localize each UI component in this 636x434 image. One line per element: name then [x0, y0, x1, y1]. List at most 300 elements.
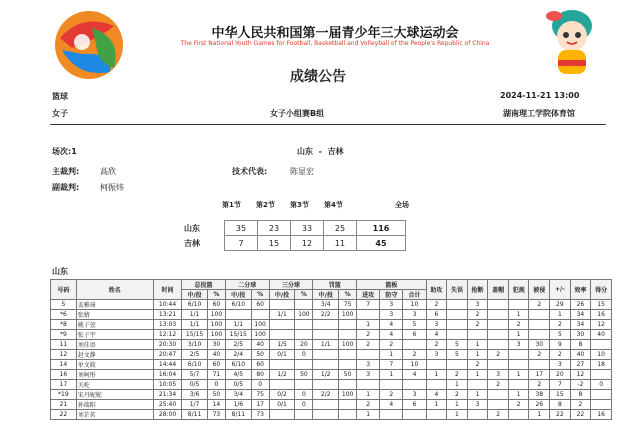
stat-cell: 2 — [447, 390, 468, 400]
stat-cell: 1/2 — [313, 370, 339, 380]
stat-cell: 1 — [550, 310, 571, 320]
player-name: 关屹 — [76, 380, 153, 390]
stat-cell: 0 — [295, 400, 313, 410]
stat-cell — [529, 360, 550, 370]
stat-cell — [313, 380, 339, 390]
col-header: 时间 — [153, 280, 181, 300]
col-header: 助攻 — [426, 280, 447, 300]
stat-cell — [313, 330, 339, 340]
score-cell: 7 — [225, 236, 258, 251]
stat-cell: 5 — [447, 340, 468, 350]
stat-cell: 75 — [251, 390, 269, 400]
stat-cell: 100 — [207, 310, 225, 320]
stat-cell — [357, 310, 380, 320]
stat-cell: 7 — [550, 380, 571, 390]
stat-cell: 8 — [570, 340, 591, 350]
player-row — [51, 390, 612, 400]
stat-cell: 2 — [357, 400, 380, 410]
stat-cell: 100 — [207, 320, 225, 330]
stat-cell: 1 — [467, 340, 488, 350]
stat-cell: 3/6 — [182, 390, 208, 400]
stat-cell: 1/1 — [225, 320, 251, 330]
stat-cell: 3 — [380, 300, 403, 310]
score-cell: 12 — [291, 236, 324, 251]
stat-cell: 0/1 — [269, 400, 295, 410]
event-title-cn: 中华人民共和国第一届青少年三大球运动会 — [211, 26, 459, 41]
stat-cell: 1 — [467, 390, 488, 400]
stat-cell: 14:44 — [153, 360, 181, 370]
stat-cell — [508, 360, 529, 370]
stat-cell: 73 — [207, 410, 225, 420]
stat-cell — [295, 360, 313, 370]
player-row — [51, 330, 612, 340]
stat-cell: 3 — [488, 370, 509, 380]
stat-cell: 1 — [467, 370, 488, 380]
stat-cell — [447, 310, 468, 320]
stat-cell: 21 — [51, 400, 77, 410]
stat-cell: 0 — [207, 380, 225, 390]
stat-cell: 30 — [570, 330, 591, 340]
col-header: 二分球 — [225, 280, 269, 290]
stat-cell: 100 — [339, 340, 357, 350]
player-row — [51, 300, 612, 310]
stat-cell: 3 — [403, 310, 426, 320]
stat-cell — [426, 380, 447, 390]
stat-cell: 60 — [207, 300, 225, 310]
stat-cell: 5 — [550, 330, 571, 340]
stat-cell: 60 — [251, 300, 269, 310]
quarter-header: 第4节 — [324, 201, 343, 209]
stat-cell — [269, 380, 295, 390]
stat-cell: 2 — [426, 340, 447, 350]
stat-cell: 2/5 — [225, 340, 251, 350]
stat-cell: 3 — [426, 350, 447, 360]
stat-cell — [380, 410, 403, 420]
stat-cell — [339, 330, 357, 340]
stat-cell: 2/2 — [313, 390, 339, 400]
stat-cell: 3 — [467, 300, 488, 310]
stat-cell: 2 — [508, 400, 529, 410]
referee-name: 高欣 — [100, 167, 116, 176]
stat-cell: 2 — [488, 380, 509, 390]
stat-cell: 2 — [357, 340, 380, 350]
stat-cell: 0/2 — [269, 390, 295, 400]
stat-cell: 2 — [380, 340, 403, 350]
player-name: 刘芷茗 — [76, 410, 153, 420]
col-header: 抢断 — [467, 280, 488, 300]
stat-cell — [447, 300, 468, 310]
stat-cell — [380, 380, 403, 390]
stat-cell: 4/5 — [225, 370, 251, 380]
stat-cell: 16:04 — [153, 370, 181, 380]
score-total: 116 — [357, 221, 406, 236]
score-cell: 25 — [324, 221, 357, 236]
stat-cell: 3 — [508, 340, 529, 350]
stat-cell — [508, 350, 529, 360]
stat-cell: 13:21 — [153, 310, 181, 320]
col-header: 罚篮 — [313, 280, 357, 290]
col-header: 号码 — [51, 280, 77, 300]
sub-header: 中/投 — [269, 290, 295, 300]
stat-cell: 34 — [570, 320, 591, 330]
stat-cell: 2 — [529, 350, 550, 360]
player-row — [51, 350, 612, 360]
stat-cell — [269, 300, 295, 310]
stat-cell: 3 — [357, 370, 380, 380]
stat-cell: 1 — [508, 330, 529, 340]
stat-cell: 10:44 — [153, 300, 181, 310]
stat-cell: 100 — [339, 390, 357, 400]
stat-cell: 4 — [403, 370, 426, 380]
stat-cell — [269, 410, 295, 420]
stat-cell: 40 — [570, 350, 591, 360]
stat-cell: 100 — [295, 310, 313, 320]
stat-cell: 1 — [508, 370, 529, 380]
stat-cell: 2 — [488, 410, 509, 420]
stat-cell: 10 — [403, 360, 426, 370]
stat-cell: 20:47 — [153, 350, 181, 360]
stat-cell — [447, 330, 468, 340]
stat-cell: 6/10 — [225, 300, 251, 310]
stat-cell: 2 — [550, 350, 571, 360]
stat-cell — [295, 330, 313, 340]
group-label: 女子小组赛B组 — [270, 109, 325, 118]
stat-cell — [508, 410, 529, 420]
assist-ref-name: 柯振炜 — [100, 183, 124, 192]
stat-cell: 100 — [207, 330, 225, 340]
stat-cell: 1 — [426, 370, 447, 380]
stat-cell: 10:05 — [153, 380, 181, 390]
stat-cell: 1 — [447, 380, 468, 390]
stat-cell: 3 — [380, 310, 403, 320]
player-row — [51, 370, 612, 380]
stat-cell: 17 — [251, 400, 269, 410]
stat-cell: 73 — [251, 410, 269, 420]
player-name: 赵文静 — [76, 350, 153, 360]
stat-cell: 0/5 — [182, 380, 208, 390]
stat-cell: 0/1 — [269, 350, 295, 360]
score-row — [182, 236, 406, 251]
stat-cell: 100 — [251, 320, 269, 330]
stat-cell: 0 — [295, 390, 313, 400]
stat-cell: 1/1 — [182, 320, 208, 330]
stat-cell — [269, 330, 295, 340]
stat-cell: 7 — [357, 300, 380, 310]
event-title-en: The First National Youth Games for Football, Basketball and Volleyball of the People's Republic of China — [180, 40, 490, 47]
stat-cell: 2 — [550, 320, 571, 330]
stat-cell — [295, 410, 313, 420]
stat-cell — [357, 350, 380, 360]
stat-cell: 1 — [357, 320, 380, 330]
stat-cell: 2 — [570, 400, 591, 410]
stat-cell: 14 — [51, 360, 77, 370]
stat-cell: 50 — [251, 350, 269, 360]
stat-cell — [529, 320, 550, 330]
stat-cell: 5 — [403, 320, 426, 330]
stat-cell — [313, 320, 339, 330]
stat-cell — [403, 340, 426, 350]
stat-cell: 27 — [570, 360, 591, 370]
stat-cell: 30 — [207, 340, 225, 350]
stat-cell: 34 — [570, 310, 591, 320]
stat-cell — [295, 380, 313, 390]
stat-cell: 1 — [357, 410, 380, 420]
player-name: 姚子萱 — [76, 320, 153, 330]
stat-cell: 8/11 — [225, 410, 251, 420]
stat-cell: 6 — [403, 400, 426, 410]
stat-cell: 2 — [529, 300, 550, 310]
stat-cell: 1 — [447, 400, 468, 410]
stat-cell: 22 — [550, 410, 571, 420]
stat-cell: 10 — [403, 300, 426, 310]
stat-cell: 11 — [51, 340, 77, 350]
header-divider — [50, 124, 606, 125]
player-row — [51, 400, 612, 410]
stat-cell: 12 — [591, 320, 612, 330]
player-row — [51, 340, 612, 350]
stat-cell: 17 — [51, 380, 77, 390]
col-header: 被侵 — [529, 280, 550, 300]
stat-cell: 6/10 — [182, 300, 208, 310]
stat-cell: 3 — [467, 400, 488, 410]
stat-cell: *9 — [51, 330, 77, 340]
stat-cell — [339, 400, 357, 410]
stat-cell: 1 — [380, 350, 403, 360]
tech-rep-name: 陈显宏 — [290, 167, 314, 176]
gender-label: 女子 — [52, 109, 68, 118]
stat-cell: 100 — [339, 310, 357, 320]
stat-cell: 2 — [380, 390, 403, 400]
stat-cell: 0 — [591, 380, 612, 390]
stat-cell: 6/10 — [225, 360, 251, 370]
player-row — [51, 360, 612, 370]
stat-cell — [313, 410, 339, 420]
stat-cell — [426, 360, 447, 370]
stat-cell — [508, 300, 529, 310]
stat-cell: 2 — [488, 350, 509, 360]
stat-cell — [403, 410, 426, 420]
referee-label: 主裁判: — [52, 167, 80, 176]
stat-cell — [339, 320, 357, 330]
col-header: 失误 — [447, 280, 468, 300]
stat-cell: 2 — [467, 320, 488, 330]
score-team: 吉林 — [184, 238, 200, 248]
col-header: 效率 — [570, 280, 591, 300]
stat-cell — [488, 300, 509, 310]
sub-header: 中/投 — [182, 290, 208, 300]
stat-cell: *8 — [51, 320, 77, 330]
stat-cell — [295, 300, 313, 310]
sub-header: 进攻 — [357, 290, 380, 300]
quarter-header: 第3节 — [290, 201, 309, 209]
stat-cell: 20 — [295, 340, 313, 350]
stat-cell — [591, 400, 612, 410]
stat-cell — [529, 310, 550, 320]
stat-cell: 8 — [550, 400, 571, 410]
stat-cell: 5 — [51, 300, 77, 310]
stat-cell: 7 — [380, 360, 403, 370]
stat-cell: 0 — [251, 380, 269, 390]
stat-cell — [403, 380, 426, 390]
sub-header: 中/投 — [225, 290, 251, 300]
stat-cell: 0/5 — [225, 380, 251, 390]
report-title: 成绩公告 — [290, 69, 346, 85]
stat-cell: 30 — [529, 340, 550, 350]
col-header: 犯规 — [508, 280, 529, 300]
stat-cell: 15/15 — [225, 330, 251, 340]
stat-cell: 71 — [207, 370, 225, 380]
score-cell: 15 — [258, 236, 291, 251]
sub-header: % — [295, 290, 313, 300]
stat-cell — [488, 400, 509, 410]
stats-group-header-row — [51, 280, 612, 290]
stat-cell: 4 — [380, 320, 403, 330]
stat-cell: *19 — [51, 390, 77, 400]
stat-cell: 3 — [426, 320, 447, 330]
stat-cell — [313, 400, 339, 410]
stat-cell — [467, 410, 488, 420]
stat-cell: 1 — [357, 390, 380, 400]
stat-cell: 3 — [550, 360, 571, 370]
player-row — [51, 320, 612, 330]
stat-cell: 15 — [550, 390, 571, 400]
venue-label: 湖南理工学院体育馆 — [503, 109, 575, 118]
score-cell: 23 — [258, 221, 291, 236]
col-header: 三分球 — [269, 280, 313, 290]
player-name: 单文筱 — [76, 360, 153, 370]
quarter-score-table — [182, 220, 406, 251]
stat-cell: 3 — [357, 360, 380, 370]
stat-cell: 40 — [207, 350, 225, 360]
stat-cell: 1 — [508, 310, 529, 320]
stat-cell: 3/4 — [313, 300, 339, 310]
player-name: 张婧 — [76, 310, 153, 320]
stat-cell — [591, 340, 612, 350]
stat-cell: 22 — [51, 410, 77, 420]
stat-cell — [269, 360, 295, 370]
stat-cell: 50 — [207, 390, 225, 400]
stat-cell: 8 — [570, 390, 591, 400]
player-name: 宋丹妮妮 — [76, 390, 153, 400]
stat-cell: 6 — [403, 330, 426, 340]
stat-cell: 3/10 — [182, 340, 208, 350]
stat-cell — [313, 350, 339, 360]
stat-cell: -2 — [570, 380, 591, 390]
stat-cell — [295, 320, 313, 330]
stat-cell — [488, 360, 509, 370]
player-name: 张子宇 — [76, 330, 153, 340]
stat-cell: 14 — [207, 400, 225, 410]
col-header: +/- — [550, 280, 571, 300]
stat-cell: 17 — [529, 370, 550, 380]
stat-cell: 9 — [550, 340, 571, 350]
stat-cell — [508, 380, 529, 390]
stat-cell: 1/1 — [182, 310, 208, 320]
stat-cell: 28:00 — [153, 410, 181, 420]
assist-ref-label: 副裁判: — [52, 183, 80, 192]
player-name: 孙瑞阳 — [76, 400, 153, 410]
stat-cell: 10 — [591, 350, 612, 360]
stat-cell: 2 — [529, 380, 550, 390]
stat-cell: 1/1 — [313, 340, 339, 350]
player-name: 姜雅琦 — [76, 300, 153, 310]
stat-cell: 1 — [467, 350, 488, 360]
stat-cell: 4 — [380, 330, 403, 340]
stat-cell: 1 — [508, 390, 529, 400]
player-row — [51, 410, 612, 420]
stat-cell: 15 — [591, 300, 612, 310]
stat-cell: 29 — [550, 300, 571, 310]
stat-cell: 5 — [447, 350, 468, 360]
stat-cell — [488, 310, 509, 320]
score-total: 45 — [357, 236, 406, 251]
stat-cell — [447, 320, 468, 330]
stat-cell — [488, 330, 509, 340]
stat-cell — [225, 310, 251, 320]
stat-cell: 40 — [591, 330, 612, 340]
stat-cell — [529, 330, 550, 340]
stat-cell: 1/2 — [269, 370, 295, 380]
stat-cell: 50 — [295, 370, 313, 380]
col-header: 总投篮 — [182, 280, 226, 290]
stat-cell: 1/1 — [269, 310, 295, 320]
stat-cell: 20:30 — [153, 340, 181, 350]
stat-cell: 21:34 — [153, 390, 181, 400]
stat-cell: 12:12 — [153, 330, 181, 340]
match-datetime: 2024-11-21 13:00 — [500, 91, 580, 100]
player-stats-table — [50, 279, 612, 420]
stat-cell — [467, 380, 488, 390]
stat-cell: 2 — [403, 350, 426, 360]
stat-cell — [339, 410, 357, 420]
stat-cell: 2/4 — [225, 350, 251, 360]
stat-cell: 1/7 — [182, 400, 208, 410]
sub-header: 防守 — [380, 290, 403, 300]
stat-cell: 1/6 — [225, 400, 251, 410]
score-cell: 11 — [324, 236, 357, 251]
stat-cell: 3 — [403, 390, 426, 400]
stat-cell — [269, 320, 295, 330]
stat-cell: 2 — [467, 310, 488, 320]
stat-cell: 15/15 — [182, 330, 208, 340]
stat-cell: 5/7 — [182, 370, 208, 380]
stat-cell — [339, 360, 357, 370]
stat-cell: 8/11 — [182, 410, 208, 420]
stat-cell: 16 — [591, 410, 612, 420]
stat-cell: 22 — [570, 410, 591, 420]
stat-cell — [467, 330, 488, 340]
stat-cell: 75 — [339, 300, 357, 310]
stat-cell — [591, 370, 612, 380]
stat-cell — [339, 380, 357, 390]
sub-header: 合计 — [403, 290, 426, 300]
stat-cell — [488, 390, 509, 400]
sport-label: 篮球 — [52, 92, 68, 101]
stat-cell: 6/10 — [182, 360, 208, 370]
player-row — [51, 380, 612, 390]
stat-cell: 100 — [251, 330, 269, 340]
stat-cell: 2/5 — [182, 350, 208, 360]
sub-header: % — [251, 290, 269, 300]
stat-cell: 40 — [251, 340, 269, 350]
team-stats-label: 山东 — [52, 267, 68, 276]
stat-cell: 12 — [51, 350, 77, 360]
stat-cell: 3/4 — [225, 390, 251, 400]
score-cell: 35 — [225, 221, 258, 236]
stat-cell: 13:03 — [153, 320, 181, 330]
quarter-header: 全场 — [395, 201, 409, 209]
col-header: 得分 — [591, 280, 612, 300]
